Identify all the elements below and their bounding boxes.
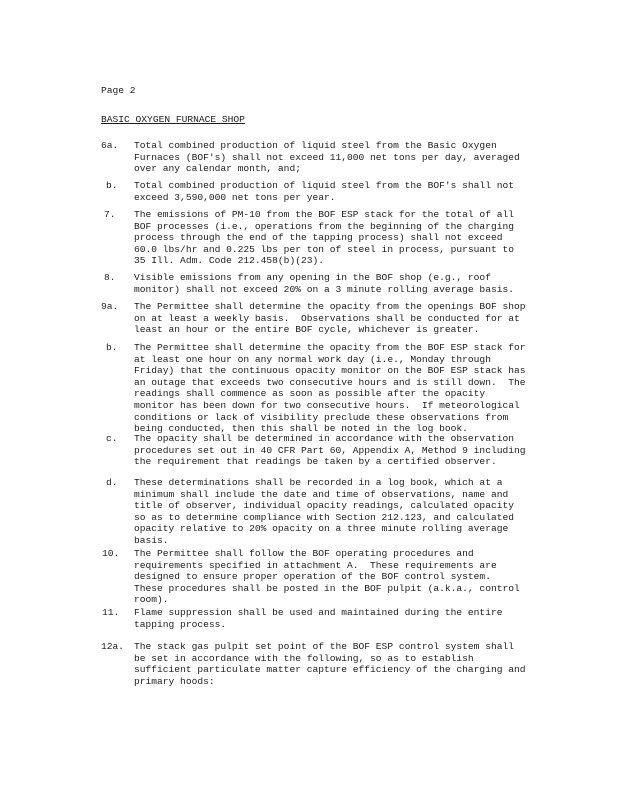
item-number: 11. bbox=[102, 607, 120, 618]
item-text: These determinations shall be recorded in a log book, which at a minimum shall include the date and time of observations, name and title of observer, individual opacity readings, calculated opacity so as to determine compliance with Section 212.123, and calculated opacity relative to 20% opacity on a three minute rolling average basis. bbox=[134, 477, 514, 546]
item-number: 8. bbox=[104, 272, 116, 283]
section-heading: BASIC OXYGEN FURNACE SHOP bbox=[101, 114, 245, 125]
item-text: Total combined production of liquid steel from the Basic Oxygen Furnaces (BOF's) shall not exceed 11,000 net tons per day, averaged over any calendar month, and; bbox=[134, 140, 520, 175]
item-number: 6a. bbox=[101, 140, 119, 151]
item-text: Total combined production of liquid steel from the BOF's shall not exceed 3,590,000 net tons per year. bbox=[134, 180, 514, 203]
item-text: The Permittee shall follow the BOF operating procedures and requirements specified in attachment A. These requirements are designed to ensure proper operation of the BOF control system. These procedures shall be posted in the BOF pulpit (a.k.a., control room). bbox=[134, 548, 520, 606]
item-number: 9a. bbox=[101, 301, 119, 312]
item-number: 12a. bbox=[101, 641, 125, 652]
item-text: The Permittee shall determine the opacity from the BOF ESP stack for at least one hour on any normal work day (i.e., Monday through Friday) that the continuous opacity monitor on the BOF ESP stack has an outage that exceeds two consecutive hours and is still down. The readings shall commence as soon as possible after the opacity monitor has been down for two consecutive hours. If meteorological conditions or lack of visibility preclude these observations from being conducted, then this shall be noted in the log book. bbox=[134, 342, 526, 435]
item-text: The opacity shall be determined in accordance with the observation procedures set out in 40 CFR Part 60, Appendix A, Method 9 including the requirement that readings be taken by a certified observer. bbox=[134, 433, 526, 468]
item-text: Flame suppression shall be used and maintained during the entire tapping process. bbox=[134, 607, 503, 630]
item-number: b. bbox=[106, 180, 118, 191]
item-text: The emissions of PM-10 from the BOF ESP stack for the total of all BOF processes (i.e., operations from the beginning of the charging process through the end of the tapping process) shall not exceed 60.0 lbs/hr and 0.225 lbs per ton of steel in process, pursuant to 35 Ill. Adm. Code 212.458(b)(23). bbox=[134, 209, 514, 267]
item-number: 7. bbox=[104, 209, 116, 220]
item-text: Visible emissions from any opening in the BOF shop (e.g., roof monitor) shall not exceed 20% on a 3 minute rolling average basis. bbox=[134, 272, 514, 295]
item-text: The stack gas pulpit set point of the BOF ESP control system shall be set in accordance with the following, so as to establish sufficient particulate matter capture efficiency of the charging and primary hoods: bbox=[134, 641, 526, 687]
item-number: b. bbox=[106, 342, 118, 353]
item-text: The Permittee shall determine the opacity from the openings BOF shop on at least a weekly basis. Observations shall be conducted for at least an hour or the entire BOF cycle, whichever is greater. bbox=[134, 301, 526, 336]
item-number: 10. bbox=[102, 548, 120, 559]
page-label: Page 2 bbox=[101, 85, 136, 96]
item-number: d. bbox=[106, 477, 118, 488]
item-number: c. bbox=[106, 433, 118, 444]
